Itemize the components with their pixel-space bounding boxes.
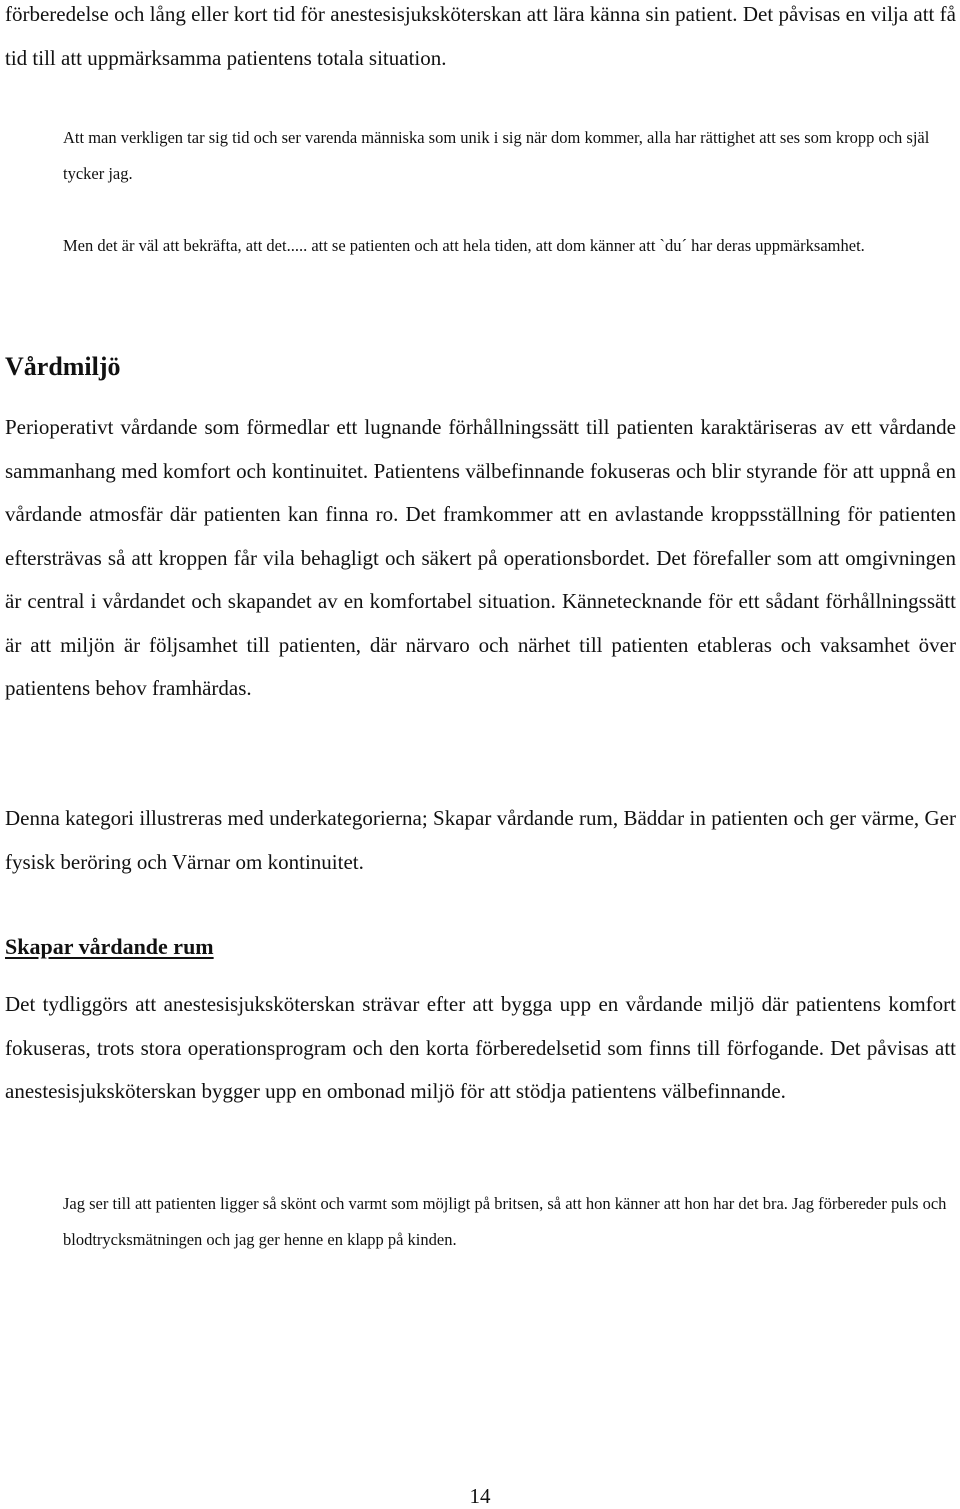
interview-quote-2: Men det är väl att bekräfta, att det..... att se patienten och att hela tiden, att dom känner att `du´ har deras uppmärksamhet.	[63, 236, 865, 255]
subsection-paragraph: Det tydliggörs att anestesisjuksköterskan strävar efter att bygga upp en vårdande miljö där patientens komfort fokuseras, trots stora operationsprogram och den korta förberedelsetid som finns till förfogande. Det påvisas att anestesisjuksköterskan bygger upp en ombonad miljö för att stödja patientens välbefinnande.	[5, 992, 956, 1103]
interview-quote-1: Att man verkligen tar sig tid och ser varenda människa som unik i sig när dom kommer, alla har rättighet att ses som kropp och själ tycker jag.	[63, 128, 930, 183]
subsection-heading: Skapar vårdande rum	[5, 934, 214, 959]
page-number: 14	[469, 1484, 491, 1508]
section-paragraph-2: Denna kategori illustreras med underkategorierna; Skapar vårdande rum, Bäddar in patienten och ger värme, Ger fysisk beröring och Värnar om kontinuitet.	[5, 806, 956, 874]
interview-quote-3: Jag ser till att patienten ligger så skönt och varmt som möjligt på britsen, så att hon känner att hon har det bra. Jag förbereder puls och blodtrycksmätningen och jag ger henne en klapp på kinden.	[63, 1194, 947, 1249]
intro-paragraph: förberedelse och lång eller kort tid för anestesisjuksköterskan att lära känna sin patient. Det påvisas en vilja att få tid till att uppmärksamma patientens totala situation.	[5, 2, 956, 70]
section-paragraph-1: Perioperativt vårdande som förmedlar ett lugnande förhållningssätt till patienten karaktäriseras av ett vårdande sammanhang med komfort och kontinuitet. Patientens välbefinnande fokuseras och blir styrande för att uppnå en vårdande atmosfär där patienten kan finna ro. Det framkommer att en avlastande kroppsställning för patienten eftersträvas så att kroppen får vila behagligt och säkert på operationsbordet. Det förefaller som att omgivningen är central i vårdandet och skapandet av en komfortabel situation. Kännetecknande för ett sådant förhållningssätt är att miljön är följsamhet till patienten, där närvaro och närhet till patienten etableras och vaksamhet över patientens behov framhärdas.	[5, 415, 956, 700]
section-heading: Vårdmiljö	[5, 352, 121, 381]
